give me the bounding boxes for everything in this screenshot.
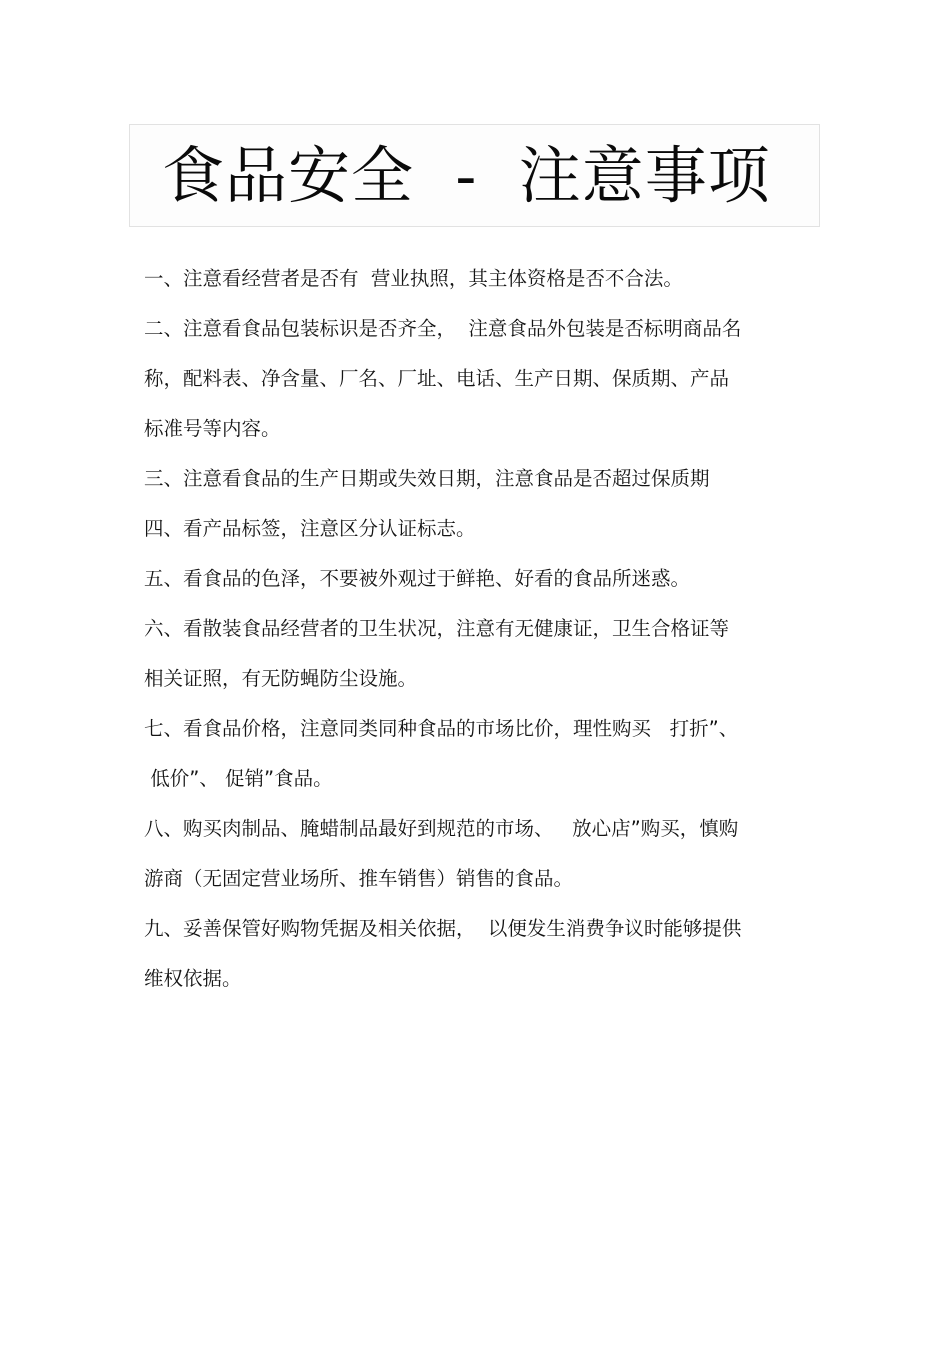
text-line: 标准号等内容。 xyxy=(144,417,281,440)
text-line: 三、注意看食品的生产日期或失效日期，注意食品是否超过保质期 xyxy=(144,467,710,490)
text-line: 称，配料表、净含量、厂名、厂址、电话、生产日期、保质期、产品 xyxy=(144,367,730,390)
page-title: 食品安全 - 注意事项 xyxy=(162,139,771,212)
notice-body xyxy=(144,254,809,1004)
text-line: 五、看食品的色泽，不要被外观过于鲜艳、好看的食品所迷惑。 xyxy=(144,567,691,590)
text-line: 二、注意看食品包装标识是否齐全， 注意食品外包装是否标明商品名 xyxy=(144,317,742,340)
text-line: 七、看食品价格，注意同类同种食品的市场比价，理性购买 打折”、 xyxy=(144,717,739,740)
text-line: 六、看散装食品经营者的卫生状况，注意有无健康证，卫生合格证等 xyxy=(144,617,730,640)
text-line: 维权依据。 xyxy=(144,967,242,990)
text-line: 一、注意看经营者是否有 营业执照，其主体资格是否不合法。 xyxy=(144,267,683,290)
text-line: 游商（无固定营业场所、推车销售）销售的食品。 xyxy=(144,867,574,890)
text-line: 四、看产品标签，注意区分认证标志。 xyxy=(144,517,476,540)
text-line: 低价”、 促销”食品。 xyxy=(144,767,333,790)
text-line: 相关证照，有无防蝇防尘设施。 xyxy=(144,667,418,690)
title-box xyxy=(129,124,820,227)
text-line: 九、妥善保管好购物凭据及相关依据， 以便发生消费争议时能够提供 xyxy=(144,917,742,940)
text-line: 八、购买肉制品、腌蜡制品最好到规范的市场、 放心店”购买，慎购 xyxy=(144,817,739,840)
